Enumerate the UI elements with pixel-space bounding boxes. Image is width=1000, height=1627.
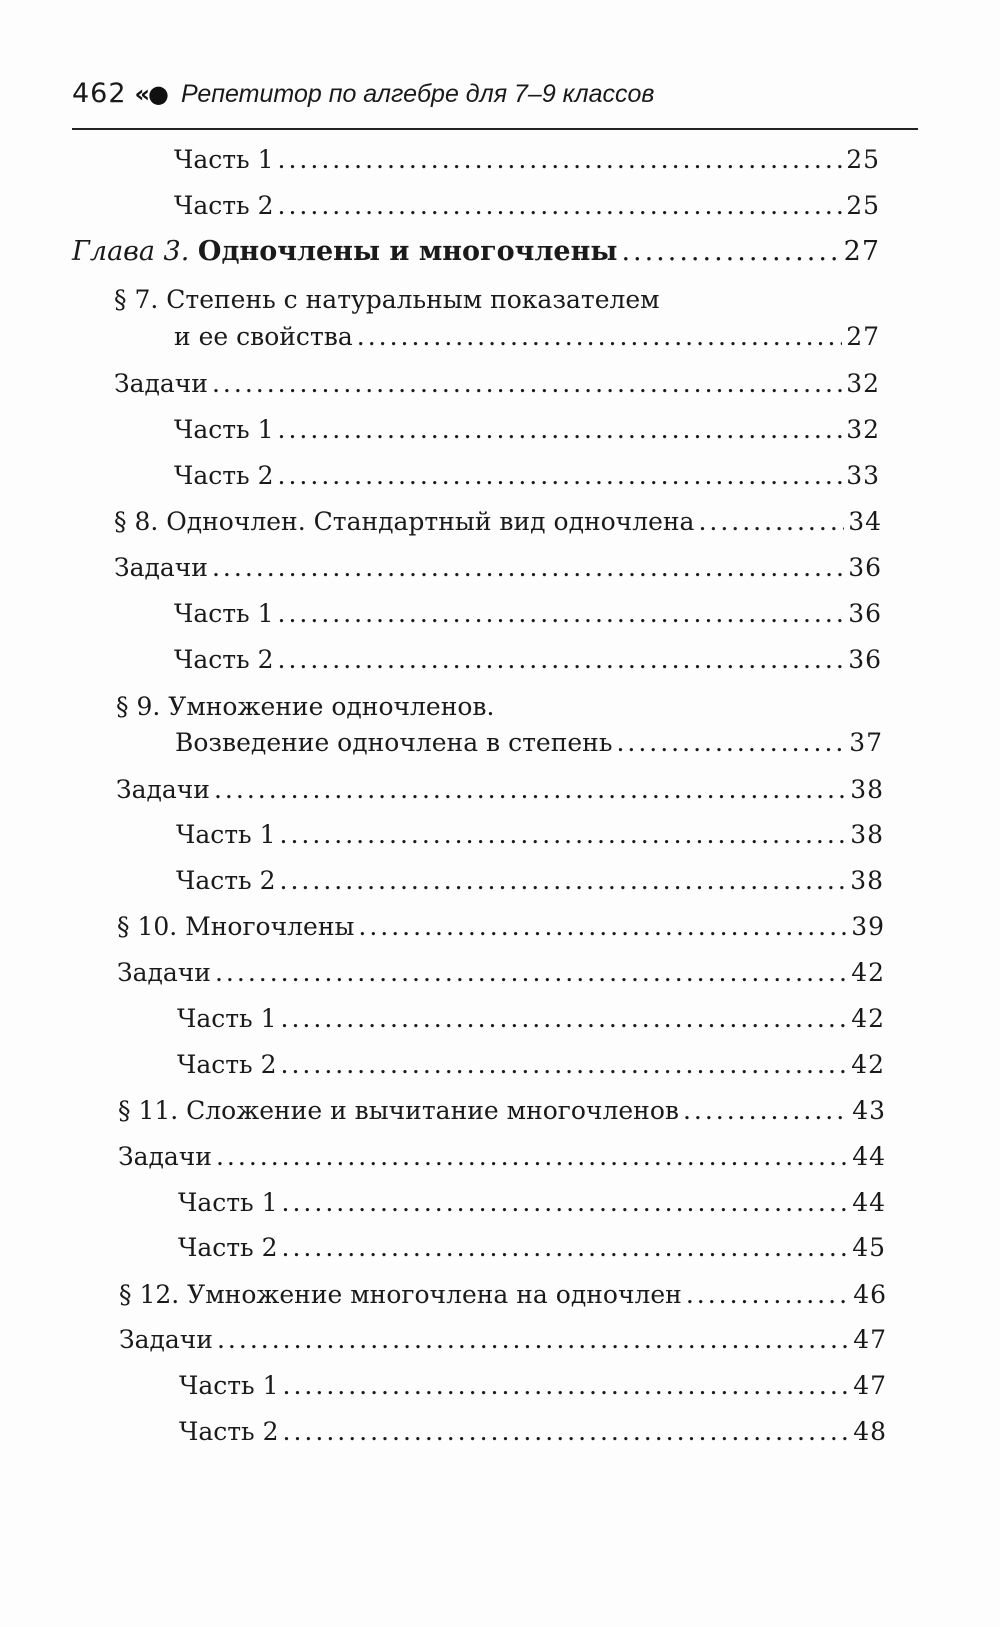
dot-leader — [217, 1325, 849, 1354]
toc-entry-part: Часть 1 ..... 36 — [174, 599, 882, 628]
dot-leader — [215, 958, 847, 987]
dot-leader — [280, 820, 847, 849]
header-ornament-icon: «● — [134, 80, 167, 108]
toc-page-ref: 39 — [851, 912, 885, 941]
toc-entry-tasks: Задачи ..... 38 — [116, 775, 884, 804]
dot-leader — [281, 1050, 848, 1079]
toc-page-ref: 27 — [846, 322, 880, 351]
toc-entry-section: § 11. Сложение и вычитание многочленов ..... 43 — [118, 1096, 886, 1125]
toc-entry-section: Возведение одночлена в степень ..... 37 — [175, 728, 883, 757]
page-number: 462 — [72, 78, 127, 109]
toc-chapter-entry — [72, 236, 880, 267]
toc-entry-part: Часть 2 ..... 25 — [174, 191, 880, 220]
toc-entry-section: § 10. Многочлены ..... 39 — [117, 912, 885, 941]
dot-leader — [278, 191, 843, 220]
dot-leader — [698, 507, 844, 536]
dot-leader — [616, 728, 845, 757]
dot-leader — [283, 1371, 850, 1400]
toc-entry-part: Часть 2 ..... 45 — [178, 1233, 886, 1262]
dot-leader — [278, 461, 843, 490]
toc-page-ref: 37 — [849, 728, 883, 757]
toc-page-ref: 33 — [846, 461, 880, 490]
toc-page-ref: 45 — [852, 1233, 886, 1262]
toc-page-ref: 25 — [846, 145, 880, 174]
toc-page-ref: 44 — [852, 1188, 886, 1217]
toc-page-ref: 47 — [853, 1371, 887, 1400]
toc-page-ref: 47 — [853, 1325, 887, 1354]
toc-page-ref: 36 — [848, 599, 882, 628]
toc-page-ref: 42 — [851, 958, 885, 987]
toc-entry-part: Часть 1 ..... 25 — [174, 145, 880, 174]
toc-page-ref: 36 — [848, 645, 882, 674]
toc-page-ref: 38 — [850, 775, 884, 804]
dot-leader — [281, 1004, 848, 1033]
dot-leader — [278, 645, 845, 674]
running-header — [72, 78, 912, 128]
dot-leader — [212, 553, 844, 582]
toc-page-ref: 34 — [848, 507, 882, 536]
dot-leader — [358, 912, 847, 941]
toc-page-ref: 46 — [853, 1280, 887, 1309]
toc-section-title-line: § 7. Степень с натуральным показателем — [114, 285, 660, 314]
toc-entry-section: и ее свойства ..... 27 — [174, 322, 880, 351]
toc-entry-part: Часть 1 ..... 32 — [174, 415, 880, 444]
dot-leader — [683, 1096, 848, 1125]
dot-leader — [214, 775, 846, 804]
dot-leader — [282, 1233, 849, 1262]
dot-leader — [283, 1417, 850, 1446]
toc-entry-tasks: Задачи ..... 32 — [114, 369, 880, 398]
dot-leader — [621, 236, 839, 267]
toc-section-title-line: § 9. Умножение одночленов. — [116, 692, 495, 721]
toc-page-ref: 42 — [851, 1004, 885, 1033]
toc-entry-part: Часть 2 ..... 33 — [174, 461, 880, 490]
toc-page-ref: 27 — [843, 236, 880, 267]
toc-entry-section: § 12. Умножение многочлена на одночлен ..... 46 — [119, 1280, 887, 1309]
toc-entry-part: Часть 2 ..... 38 — [176, 866, 884, 895]
toc-page-ref: 38 — [850, 820, 884, 849]
toc-entry-part: Часть 2 ..... 36 — [174, 645, 882, 674]
toc-entry-part: Часть 1 ..... 42 — [177, 1004, 885, 1033]
toc-page-ref: 43 — [852, 1096, 886, 1125]
dot-leader — [278, 145, 843, 174]
toc-entry-section: § 8. Одночлен. Стандартный вид одночлена ..... 34 — [114, 507, 882, 536]
toc-entry-part: Часть 2 ..... 48 — [179, 1417, 887, 1446]
toc-page-ref: 48 — [853, 1417, 887, 1446]
dot-leader — [282, 1188, 849, 1217]
toc-page-ref: 36 — [848, 553, 882, 582]
chapter-prefix: Глава 3. — [72, 236, 190, 267]
toc-entry-tasks: Задачи ..... 42 — [117, 958, 885, 987]
header-rule — [72, 128, 918, 130]
toc-page-ref: 32 — [846, 369, 880, 398]
dot-leader — [280, 866, 847, 895]
dot-leader — [212, 369, 842, 398]
dot-leader — [278, 415, 843, 444]
toc-page-ref: 42 — [851, 1050, 885, 1079]
toc-entry-part: Часть 2 ..... 42 — [177, 1050, 885, 1079]
toc-page-ref: 32 — [846, 415, 880, 444]
dot-leader — [216, 1142, 848, 1171]
toc-entry-part: Часть 1 ..... 47 — [179, 1371, 887, 1400]
toc-entry-tasks: Задачи ..... 44 — [118, 1142, 886, 1171]
toc-page-ref: 38 — [850, 866, 884, 895]
toc-page-ref: 25 — [846, 191, 880, 220]
toc-page-ref: 44 — [852, 1142, 886, 1171]
book-title: Репетитор по алгебре для 7–9 классов — [181, 80, 655, 108]
dot-leader — [686, 1280, 849, 1309]
dot-leader — [357, 322, 842, 351]
toc-entry-tasks: Задачи ..... 36 — [114, 553, 882, 582]
toc-entry-part: Часть 1 ..... 44 — [178, 1188, 886, 1217]
toc-entry-tasks: Задачи ..... 47 — [119, 1325, 887, 1354]
chapter-title: Одночлены и многочлены — [197, 236, 618, 267]
toc-entry-part: Часть 1 ..... 38 — [176, 820, 884, 849]
dot-leader — [278, 599, 845, 628]
